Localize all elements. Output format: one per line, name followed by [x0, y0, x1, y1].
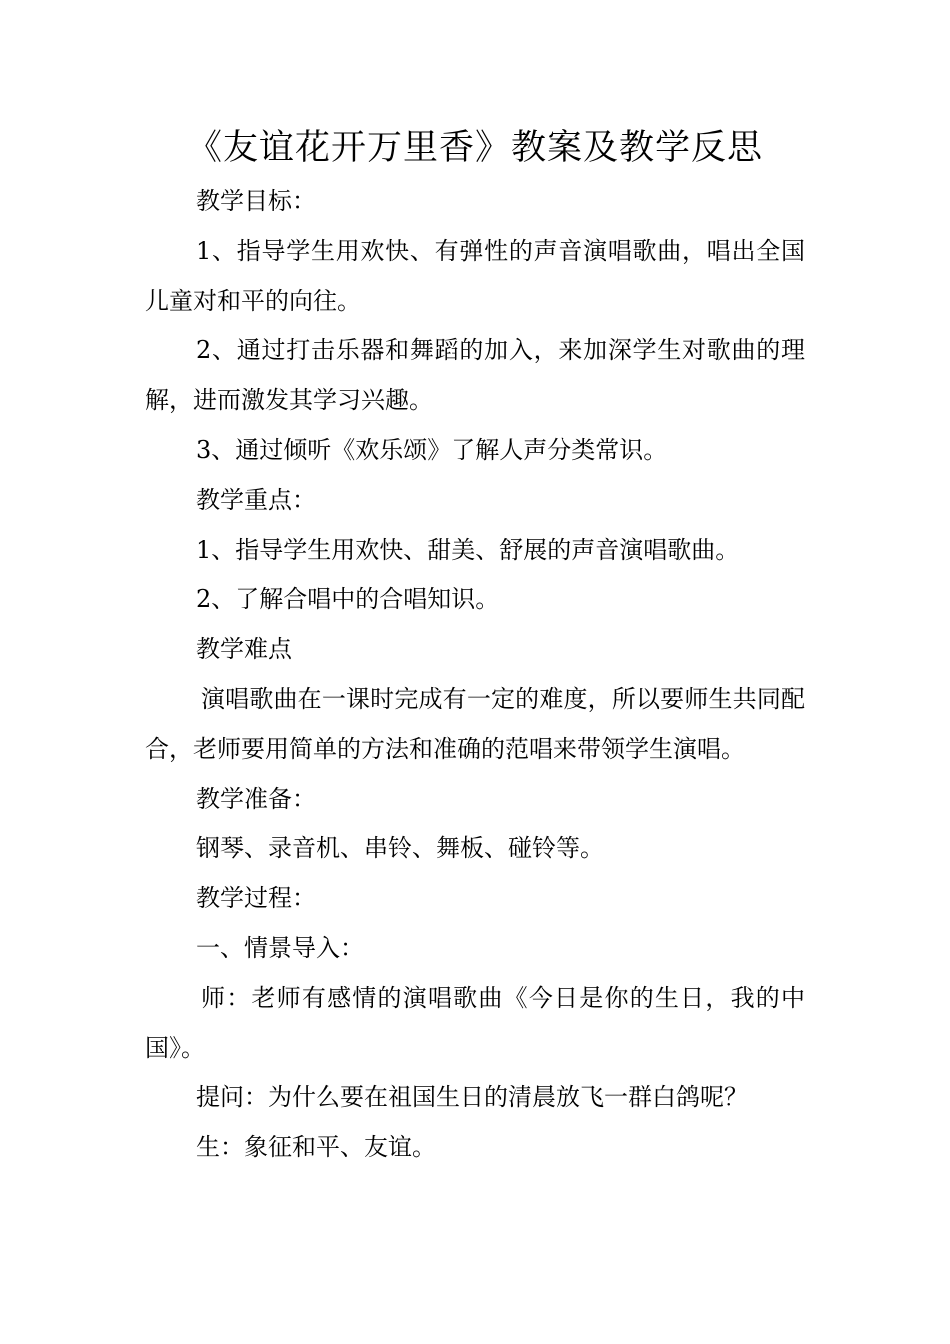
difficulty-text: 演唱歌曲在一课时完成有一定的难度，所以要师生共同配合，老师要用简单的方法和准确的范唱来带领学生演唱。 — [145, 684, 805, 763]
document-title: 《友谊花开万里香》教案及教学反思 — [186, 128, 763, 168]
key-point-1: 1、指导学生用欢快、甜美、舒展的声音演唱歌曲。 — [196, 535, 740, 564]
preparation-text: 钢琴、录音机、串铃、舞板、碰铃等。 — [196, 834, 604, 863]
objective-3: 3、通过倾听《欢乐颂》了解人声分类常识。 — [196, 435, 668, 464]
process-step-1: 一、情景导入： — [196, 933, 364, 962]
heading-preparation: 教学准备： — [196, 784, 316, 813]
heading-objectives: 教学目标： — [196, 187, 316, 215]
teacher-line: 师：老师有感情的演唱歌曲《今日是你的生日，我的中国》。 — [145, 983, 805, 1062]
document-body — [145, 177, 805, 1173]
objective-1: 1、指导学生用欢快、有弹性的声音演唱歌曲，唱出全国儿童对和平的向往。 — [145, 236, 805, 315]
heading-key-points: 教学重点： — [196, 485, 316, 514]
question-line: 提问：为什么要在祖国生日的清晨放飞一群白鸽呢？ — [196, 1083, 748, 1112]
key-point-2: 2、了解合唱中的合唱知识。 — [196, 585, 500, 614]
heading-process: 教学过程： — [196, 884, 316, 913]
heading-difficulties: 教学难点 — [196, 635, 292, 664]
student-line: 生：象征和平、友谊。 — [196, 1133, 436, 1162]
objective-2: 2、通过打击乐器和舞蹈的加入，来加深学生对歌曲的理解，进而激发其学习兴趣。 — [145, 336, 805, 415]
